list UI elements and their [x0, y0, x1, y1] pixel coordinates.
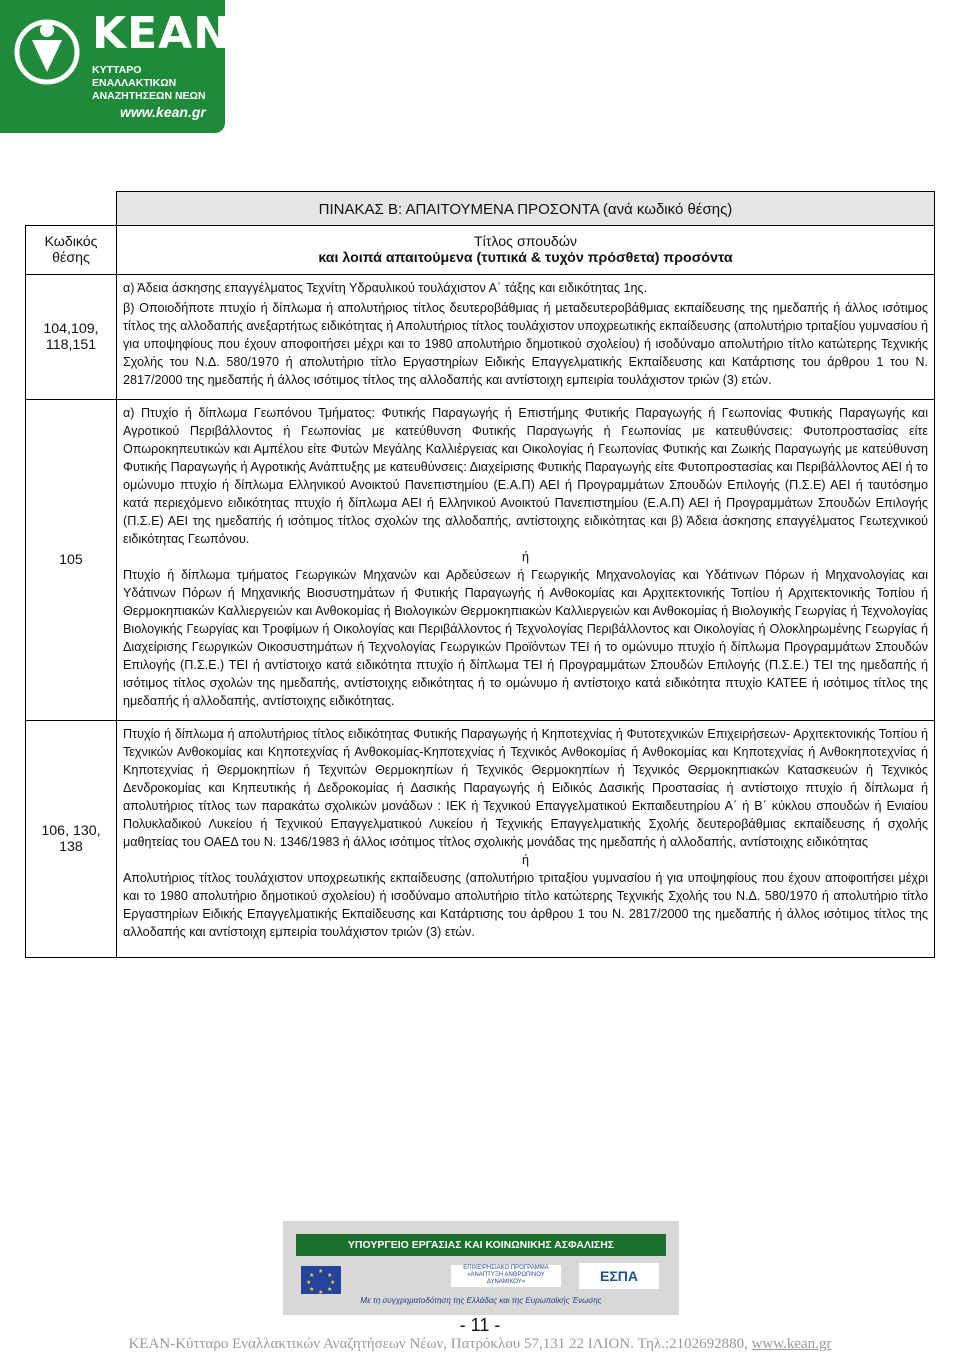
- position-code: 106, 130, 138: [26, 721, 117, 958]
- page-footer: [0, 1336, 960, 1353]
- position-code: 105: [26, 400, 117, 721]
- table-row: [26, 275, 935, 400]
- position-code: 104,109, 118,151: [26, 275, 117, 400]
- eu-flag-icon: ★ ★ ★ ★ ★ ★ ★ ★: [301, 1266, 341, 1294]
- program-name: ΕΠΙΧΕΙΡΗΣΙΑΚΟ ΠΡΟΓΡΑΜΜΑ «ΑΝΑΠΤΥΞΗ ΑΝΘΡΩΠΙΝΟΥ ΔΥΝΑΜΙΚΟΥ»: [451, 1265, 561, 1287]
- page-number: - 11 -: [459, 1315, 501, 1335]
- logo-name: ΚΕΑΝ: [92, 8, 232, 59]
- kean-emblem-icon: [8, 10, 86, 95]
- funding-banner: [283, 1221, 679, 1315]
- funding-slogan: Με τη συγχρηματοδότηση της Ελλάδας και της Ευρωπαϊκής Ένωσης: [360, 1296, 602, 1305]
- qualification-text: α) Άδεια άσκησης επαγγέλματος Τεχνίτη Υδραυλικού τουλάχιστον Α΄ τάξης και ειδικότητας 1ης. β) Οποιοδήποτε πτυχίο ή δίπλωμα ή απολυτήριος τίτλος δευτεροβάθμιας ή μεταδευτεροβάθμιας εκπαίδευσης της ημεδαπής ή άλλος ισότιμος τίτλος της αλλοδαπής ανεξαρτήτως ειδικότητας ή Απολυτήριος τίτλος τουλάχιστον υποχρεωτικής εκπαίδευσης (απολυτήριο τριταξίου γυμνασίου ή για υποψηφίους που έχουν αποφοιτήσει μέχρι και το 1980 απολυτήριο δημοτικού σχολείου) ή ισοδύναμο απολυτήριο τίτλο κατώτερης Τεχνικής Σχολής του Ν.Δ. 580/1970 ή απολυτήριο τίτλο Εργαστηρίων Ειδικής Επαγγελματικής Εκπαίδευσης και Κατάρτισης του άρθρου 1 του Ν. 2817/2000 της ημεδαπής ή άλλος ισότιμος τίτλος της αλλοδαπής και αντίστοιχη εμπειρία τουλάχιστον τριών (3) ετών.: [117, 275, 935, 400]
- table-row: [26, 400, 935, 721]
- footer-text: ΚΕΑΝ-Κύτταρο Εναλλακτικών Αναζητήσεων Νέων, Πατρόκλου 57,131 22 ΙΛΙΟΝ. Τηλ.:2102692880,: [128, 1336, 748, 1352]
- logo-subtitle: ΚΥΤΤΑΡΟ ΕΝΑΛΛΑΚΤΙΚΩΝ ΑΝΑΖΗΤΗΣΕΩΝ ΝΕΩΝ: [92, 64, 206, 102]
- espa-logo: ΕΣΠΑ: [579, 1263, 659, 1289]
- qualification-text: Πτυχίο ή δίπλωμα ή απολυτήριος τίτλος ειδικότητας Φυτικής Παραγωγής ή Κηποτεχνίας ή Φυτοτεχνικών Επιχειρήσεων- Αρχιτεκτονικής Τοπίου ή Τεχνικών Ανθοκομίας και Κηποτεχνίας ή Ανθοκομίας-Κηποτεχνίας ή Τεχνικός Ανθοκομίας ή Ανθοκομίας και Κηποτεχνίας ή Ανθοκηποτεχνίας ή Κηποτεχνίας ή Θερμοκηπίων ή Τεχνιτών Θερμοκηπίων ή Τεχνικός Θερμοκηπίων ή Τεχνικός Θερμοκηπιακών Κατασκευών ή Τεχνικός Δενδροκομίας και Κηπευτικής ή Δεδροκομίας ή Δασικής Παραγωγής ή Ειδικός Δασικής Προστασίας ή αντίστοιχο πτυχίο ή δίπλωμα ή απολυτήριος τίτλος των παρακάτω σχολικών μονάδων : ΙΕΚ ή Τεχνικού Επαγγελματικού Εκπαιδευτηρίου Α΄ ή Β΄ κύκλου σπουδών ή Ενιαίου Πολυκλαδικού Λυκείου ή Τεχνικού Επαγγελματικού Λυκείου ή Τεχνικής Επαγγελματικής Σχολής δευτεροβάθμιας εκπαίδευσης ή σχολής μαθητείας του ΟΑΕΔ του Ν. 1346/1983 ή άλλος ισότιμος τίτλος σχολικής μονάδας της ημεδαπής ή αλλοδαπής, αντίστοιχης ειδικότητας ή Απολυτήριος τίτλος τουλάχιστον υποχρεωτικής εκπαίδευσης (απολυτήριο τριταξίου γυμνασίου ή για υποψηφίους που έχουν αποφοιτήσει μέχρι και το 1980 απολυτήριο δημοτικού σχολείου) ή ισοδύναμο απολυτήριο τίτλο κατώτερης Τεχνικής Σχολής του Ν.Δ. 580/1970 ή απολυτήριο τίτλο Εργαστηρίων Ειδικής Επαγγελματικής Εκπαίδευσης και Κατάρτισης του άρθρου 1 του Ν. 2817/2000 της ημεδαπής ή άλλος ισότιμος τίτλος της αλλοδαπής και αντίστοιχη εμπειρία τουλάχιστον τριών (3) ετών.: [117, 721, 935, 958]
- table-title: ΠΙΝΑΚΑΣ Β: ΑΠΑΙΤΟΥΜΕΝΑ ΠΡΟΣΟΝΤΑ (ανά κωδικό θέσης): [117, 192, 935, 226]
- qualification-text: α) Πτυχίο ή δίπλωμα Γεωπόνου Τμήματος: Φυτικής Παραγωγής ή Επιστήμης Φυτικής Παραγωγής ή Γεωπονίας Φυτικής Παραγωγής και Αγροτικού Περιβάλλοντος ή Γεωπονίας με κατεύθυνση Φυτικής Παραγωγής ή Γεωπονίας με κατευθύνσεις: Φυτοπροστασίας είτε Οπωροκηπευτικών και Αμπέλου είτε Φυτών Μεγάλης Καλλιέργειας και Οικολογίας ή Γεωπονίας Φυτικής και Ζωικής Παραγωγής με κατεύθυνση Φυτικής Παραγωγής ή Αγροτικής Ανάπτυξης με κατευθύνσεις: Διαχείρισης Φυτικής Παραγωγής είτε Φυτοπροστασίας και Περιβάλλοντος ΑΕΙ ή το ομώνυμο πτυχίο ή δίπλωμα Ελληνικού Ανοικτού Πανεπιστημίου (Ε.Α.Π) ΑΕΙ ή Προγραμμάτων Σπουδών Επιλογής (Π.Σ.Ε) ΑΕΙ ή ταυτόσημο κατά περιεχόμενο ειδικότητας πτυχίο ή δίπλωμα ΑΕΙ ή Ελληνικού Ανοικτού Πανεπιστημίου (Ε.Α.Π) ΑΕΙ ή Προγραμμάτων Σπουδών Επιλογής (Π.Σ.Ε) ΑΕΙ της ημεδαπής ή ισότιμος τίτλος σχολών της αλλοδαπής, αντίστοιχης ειδικότητας και β) Άδεια άσκησης επαγγέλματος Γεωτεχνικού ειδικότητας Γεωπόνου. ή Πτυχίο ή δίπλωμα τμήματος Γεωργικών Μηχανών και Αρδεύσεων ή Γεωργικής Μηχανολογίας και Υδάτινων Πόρων ή Μηχανολογίας και Υδάτινων Πόρων ή Μηχανικής Βιοσυστημάτων ή Φυτικής Παραγωγής ή Ανθοκομίας και Αρχιτεκτονικής Τοπίου ή Αρχιτεκτονικής Τοπίου ή Θερμοκηπιακών Καλλιεργειών και Ανθοκομίας ή Βιολογικών Θερμοκηπιακών Καλλιεργειών και Ανθοκομίας ή Βιολογικής Γεωργίας ή Τεχνολογίας Βιολογικής Γεωργίας και Τροφίμων ή Οικολογίας και Περιβάλλοντος ή Τεχνολογίας Περιβάλλοντος και Οικολογίας ή Ολοκληρωμένης Γεωργίας ή Διαχείρισης Γεωργικών Οικοσυστημάτων ή Τεχνολογίας Γεωργικών Προϊόντων ΤΕΙ ή το ομώνυμο πτυχίο ή δίπλωμα Προγραμμάτων Σπουδών Επιλογής (Π.Σ.Ε.) ΤΕΙ ή αντίστοιχο κατά ειδικότητα πτυχίο ή δίπλωμα ΤΕΙ ή Προγραμμάτων Σπουδών Επιλογής (Π.Σ.Ε.) ΤΕΙ της ημεδαπής ή ισότιμος τίτλος σχολών της ημεδαπής, αντίστοιχης ειδικότητας ή το ομώνυμο ή αντίστοιχο κατά ειδικότητα πτυχίο ΚΑΤΕΕ ή ισότιμος τίτλος της ημεδαπής ή αλλοδαπής, αντίστοιχης ειδικότητας.: [117, 400, 935, 721]
- code-column-header: Κωδικός θέσης: [26, 226, 117, 275]
- table-row: [26, 721, 935, 958]
- logo-url[interactable]: www.kean.gr: [120, 104, 206, 120]
- footer-link[interactable]: www.kean.gr: [751, 1336, 832, 1352]
- requirements-table: [25, 191, 935, 958]
- kean-logo: [0, 0, 232, 133]
- ministry-name: ΥΠΟΥΡΓΕΙΟ ΕΡΓΑΣΙΑΣ ΚΑΙ ΚΟΙΝΩΝΙΚΗΣ ΑΣΦΑΛΙΣΗΣ: [296, 1234, 666, 1256]
- title-column-header: Τίτλος σπουδών και λοιπά απαιτούμενα (τυπικά & τυχόν πρόσθετα) προσόντα: [117, 226, 935, 275]
